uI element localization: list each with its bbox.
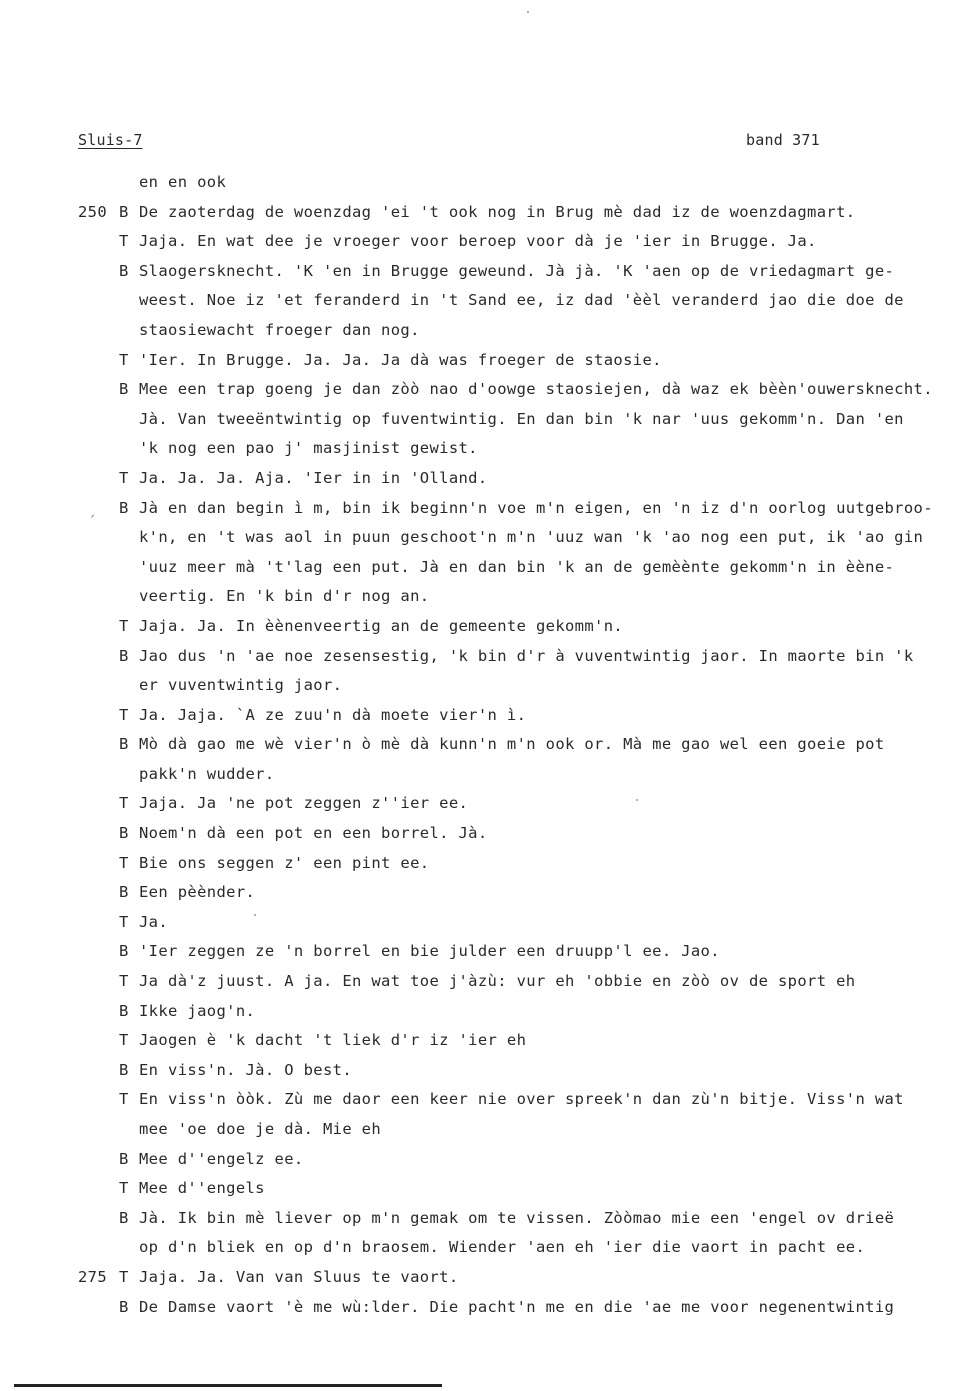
transcript-turn: [0, 789, 973, 819]
tape-number: band 371: [746, 131, 820, 149]
utterance-line: Slaogersknecht. 'K 'en in Brugge geweund. Jà jà. 'K 'aen op de vriedagmart ge-: [139, 261, 895, 280]
utterance-line: veertig. En 'k bin d'r nog an.: [139, 587, 430, 606]
transcript-turn: [0, 1263, 973, 1293]
utterance-line: Ja.: [139, 912, 169, 931]
transcript-turn: [0, 198, 973, 228]
utterance-line: De zaoterdag de woenzdag 'ei 't ook nog in Brug mè dad iz de woenzdagmart.: [139, 202, 856, 221]
utterance: [139, 1263, 959, 1293]
utterance: [139, 464, 959, 494]
utterance-line: De Damse vaort 'è me wù:lder. Die pacht'n me en die 'ae me voor negenentwintig: [139, 1297, 895, 1316]
utterance-line: En viss'n. Jà. O best.: [139, 1060, 352, 1079]
scan-speck: [254, 914, 256, 916]
utterance-line: weest. Noe iz 'et feranderd in 't Sand ee, iz dad 'èèl veranderd jao die doe de: [139, 291, 904, 310]
utterance: [139, 997, 959, 1027]
transcript-turn: [0, 701, 973, 731]
utterance-line: Jà. Van tweeëntwintig op fuventwintig. En dan bin 'k nar 'uus gekomm'n. Dan 'en: [139, 409, 904, 428]
speaker-label: T: [119, 1267, 129, 1286]
transcript-turn: [0, 375, 973, 464]
speaker-label: T: [119, 912, 129, 931]
transcript-turn: [0, 997, 973, 1027]
speaker-label: T: [119, 616, 129, 635]
utterance: [139, 730, 959, 789]
transcript-turn: [0, 612, 973, 642]
utterance-line: Jaja. Ja. Van van Sluus te vaort.: [139, 1267, 459, 1286]
speaker-label: B: [119, 261, 129, 280]
utterance: [139, 346, 959, 376]
transcript-turn: [0, 168, 973, 198]
utterance-line: Ja. Ja. Ja. Aja. 'Ier in in 'Olland.: [139, 468, 488, 487]
utterance: [139, 1056, 959, 1086]
transcript-turn: [0, 494, 973, 612]
utterance-line: Jaja. Ja 'ne pot zeggen z''ier ee.: [139, 794, 469, 813]
utterance-line: Jaogen è 'k dacht 't liek d'r iz 'ier eh: [139, 1031, 527, 1050]
utterance: [139, 1204, 959, 1263]
utterance-line: Jaja. En wat dee je vroeger voor beroep voor dà je 'ier in Brugge. Ja.: [139, 232, 817, 251]
transcript-turn: [0, 1145, 973, 1175]
speaker-label: B: [119, 735, 129, 754]
margin-tick-mark: ˏ: [88, 498, 98, 517]
utterance-line: 'Ier zeggen ze 'n borrel en bie julder een druupp'l ee. Jao.: [139, 942, 720, 961]
speaker-label: B: [119, 942, 129, 961]
utterance: [139, 819, 959, 849]
transcript-turn: [0, 257, 973, 346]
transcript-turn: [0, 967, 973, 997]
speaker-label: B: [119, 498, 129, 517]
speaker-label: T: [119, 1031, 129, 1050]
utterance-line: k'n, en 't was aol in puun geschoot'n m'n 'uuz wan 'k 'ao nog een put, ik 'ao gin: [139, 528, 924, 547]
utterance: [139, 701, 959, 731]
transcript-turn: [0, 1204, 973, 1263]
speaker-label: B: [119, 380, 129, 399]
utterance-line: Mee d''engels: [139, 1179, 265, 1198]
utterance: [139, 789, 959, 819]
transcript-turn: [0, 346, 973, 376]
speaker-label: T: [119, 705, 129, 724]
transcript-turn: [0, 849, 973, 879]
utterance: [139, 937, 959, 967]
utterance-line: Mò dà gao me wè vier'n ò mè dà kunn'n m'n ook or. Mà me gao wel een goeie pot: [139, 735, 885, 754]
utterance-line: Jao dus 'n 'ae noe zesensestig, 'k bin d'r à vuventwintig jaor. In maorte bin 'k: [139, 646, 914, 665]
utterance-line: 'Ier. In Brugge. Ja. Ja. Ja dà was froeger de staosie.: [139, 350, 662, 369]
transcript-body: [0, 168, 973, 1322]
speaker-label: B: [119, 646, 129, 665]
utterance: [139, 1085, 959, 1144]
transcript-turn: [0, 730, 973, 789]
utterance-line: Bie ons seggen z' een pint ee.: [139, 853, 430, 872]
transcript-turn: [0, 937, 973, 967]
utterance-line: En viss'n òòk. Zù me daor een keer nie over spreek'n dan zù'n bitje. Viss'n wat: [139, 1090, 904, 1109]
speaker-label: T: [119, 468, 129, 487]
utterance-line: Jà en dan begin ì m, bin ik beginn'n voe m'n eigen, en 'n iz d'n oorlog uutgebroo-: [139, 498, 933, 517]
utterance-line: 'uuz meer mà 't'lag een put. Jà en dan bin 'k an de gemèènte gekomm'n in èène-: [139, 557, 895, 576]
speaker-label: T: [119, 1090, 129, 1109]
utterance: [139, 1293, 959, 1323]
transcript-turn: [0, 908, 973, 938]
transcript-turn: [0, 1085, 973, 1144]
utterance: [139, 967, 959, 997]
utterance-line: Mee d''engelz ee.: [139, 1149, 304, 1168]
utterance: [139, 198, 959, 228]
speaker-label: B: [119, 1060, 129, 1079]
speaker-label: T: [119, 972, 129, 991]
speaker-label: T: [119, 1179, 129, 1198]
utterance: [139, 227, 959, 257]
utterance-line: Noem'n dà een pot en een borrel. Jà.: [139, 824, 488, 843]
utterance: [139, 1026, 959, 1056]
utterance-line: Jà. Ik bin mè liever op m'n gemak om te vissen. Zòòmao mie een 'engel ov drieë: [139, 1208, 895, 1227]
document-id: Sluis-7: [78, 131, 143, 149]
utterance-line: er vuventwintig jaor.: [139, 676, 343, 695]
transcript-turn: [0, 819, 973, 849]
utterance-line: Ikke jaog'n.: [139, 1001, 256, 1020]
utterance-line: Jaja. Ja. In èènenveertig an de gemeente gekomm'n.: [139, 616, 624, 635]
utterance-line: Ja. Jaja. `A ze zuu'n dà moete vier'n ì.: [139, 705, 527, 724]
utterance-line: Ja dà'z juust. A ja. En wat toe j'àzù: vur eh 'obbie en zòò ov de sport eh: [139, 972, 856, 991]
line-number: 250: [78, 202, 108, 221]
utterance: [139, 849, 959, 879]
utterance: [139, 908, 959, 938]
utterance-line: en en ook: [139, 173, 227, 191]
speaker-label: T: [119, 794, 129, 813]
scan-speck: [636, 799, 638, 801]
utterance: [139, 375, 959, 464]
speaker-label: B: [119, 1149, 129, 1168]
transcript-turn: [0, 878, 973, 908]
utterance: [139, 257, 959, 346]
speaker-label: B: [119, 1297, 129, 1316]
utterance-line: staosiewacht froeger dan nog.: [139, 320, 420, 339]
transcript-turn: [0, 227, 973, 257]
speaker-label: B: [119, 883, 129, 902]
speaker-label: B: [119, 202, 129, 221]
speaker-label: T: [119, 350, 129, 369]
transcript-turn: [0, 1056, 973, 1086]
speaker-label: B: [119, 1208, 129, 1227]
speaker-label: T: [119, 232, 129, 251]
speaker-label: B: [119, 1001, 129, 1020]
speaker-label: T: [119, 853, 129, 872]
utterance-line: Mee een trap goeng je dan zòò nao d'oowge staosiejen, dà waz ek bèèn'ouwersknecht.: [139, 380, 933, 399]
utterance: [139, 642, 959, 701]
utterance-line: Een pèènder.: [139, 883, 256, 902]
utterance-line: pakk'n wudder.: [139, 764, 275, 783]
utterance-line: mee 'oe doe je dà. Mie eh: [139, 1120, 382, 1138]
utterance: [139, 612, 959, 642]
scan-speck: [527, 11, 529, 13]
speaker-label: B: [119, 824, 129, 843]
line-number: 275: [78, 1267, 108, 1286]
utterance: [139, 1145, 959, 1175]
utterance: [139, 494, 959, 612]
transcript-turn: [0, 642, 973, 701]
transcript-turn: [0, 1026, 973, 1056]
transcript-turn: [0, 1174, 973, 1204]
utterance-line: op d'n bliek en op d'n braosem. Wiender 'aen eh 'ier die vaort in pacht ee.: [139, 1238, 866, 1257]
footer-rule: [14, 1384, 442, 1387]
utterance-line: 'k nog een pao j' masjinist gewist.: [139, 439, 478, 458]
transcript-turn: [0, 464, 973, 494]
utterance: [139, 878, 959, 908]
utterance: [139, 168, 959, 198]
utterance: [139, 1174, 959, 1204]
transcript-turn: [0, 1293, 973, 1323]
